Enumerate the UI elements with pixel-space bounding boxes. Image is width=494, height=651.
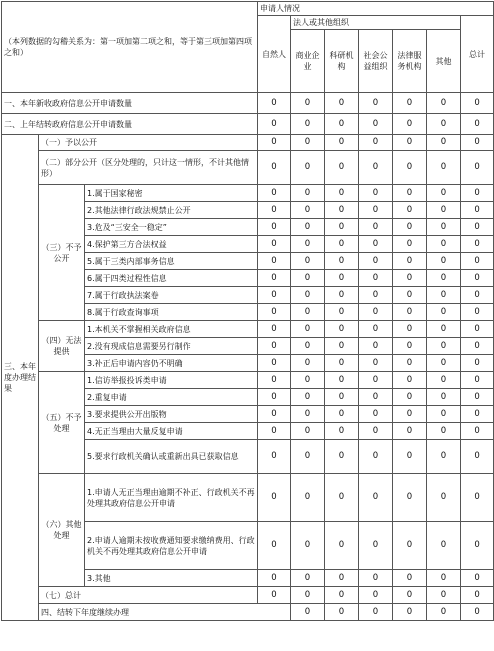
social-header: 社会公益组织 bbox=[359, 30, 393, 93]
value-cell: 0 bbox=[325, 570, 359, 587]
value-cell: 0 bbox=[291, 355, 325, 372]
value-cell: 0 bbox=[291, 389, 325, 406]
value-cell: 0 bbox=[427, 202, 461, 219]
value-cell: 0 bbox=[359, 440, 393, 474]
value-cell: 0 bbox=[325, 406, 359, 423]
value-cell: 0 bbox=[258, 440, 291, 474]
value-cell: 0 bbox=[291, 270, 325, 287]
row-label: 2.重复申请 bbox=[85, 389, 258, 406]
row-label: 5.属于三类内部事务信息 bbox=[85, 253, 258, 270]
value-cell: 0 bbox=[291, 114, 325, 135]
value-cell: 0 bbox=[291, 587, 325, 604]
row-label: 8.属于行政查询事项 bbox=[85, 304, 258, 321]
value-cell: 0 bbox=[325, 522, 359, 570]
value-cell: 0 bbox=[325, 287, 359, 304]
value-cell: 0 bbox=[258, 406, 291, 423]
value-cell: 0 bbox=[325, 270, 359, 287]
value-cell: 0 bbox=[359, 338, 393, 355]
value-cell: 0 bbox=[393, 135, 427, 151]
value-cell: 0 bbox=[291, 93, 325, 114]
value-cell: 0 bbox=[461, 202, 494, 219]
value-cell: 0 bbox=[393, 372, 427, 389]
value-cell: 0 bbox=[291, 287, 325, 304]
value-cell: 0 bbox=[427, 304, 461, 321]
table-row bbox=[2, 372, 494, 389]
row-label: （二）部分公开（区分处理的，只计这一情形，不计其他情形） bbox=[39, 151, 258, 185]
value-cell: 0 bbox=[461, 287, 494, 304]
value-cell: 0 bbox=[427, 236, 461, 253]
value-cell: 0 bbox=[427, 151, 461, 185]
value-cell: 0 bbox=[359, 236, 393, 253]
value-cell: 0 bbox=[291, 423, 325, 440]
value-cell: 0 bbox=[461, 114, 494, 135]
section-three-label: 三、本年度办理结果 bbox=[2, 135, 39, 621]
value-cell: 0 bbox=[461, 304, 494, 321]
value-cell: 0 bbox=[461, 219, 494, 236]
value-cell: 0 bbox=[427, 93, 461, 114]
value-cell: 0 bbox=[393, 219, 427, 236]
value-cell: 0 bbox=[325, 236, 359, 253]
value-cell: 0 bbox=[325, 93, 359, 114]
value-cell: 0 bbox=[291, 338, 325, 355]
value-cell: 0 bbox=[359, 372, 393, 389]
value-cell: 0 bbox=[461, 93, 494, 114]
value-cell: 0 bbox=[258, 219, 291, 236]
value-cell: 0 bbox=[427, 389, 461, 406]
row-label: （七）总计 bbox=[39, 587, 258, 604]
table-row bbox=[2, 93, 494, 114]
value-cell: 0 bbox=[291, 202, 325, 219]
value-cell: 0 bbox=[461, 570, 494, 587]
row-label: 6.属于四类过程性信息 bbox=[85, 270, 258, 287]
value-cell: 0 bbox=[461, 440, 494, 474]
value-cell: 0 bbox=[393, 570, 427, 587]
value-cell: 0 bbox=[258, 287, 291, 304]
value-cell: 0 bbox=[427, 114, 461, 135]
research-header: 科研机构 bbox=[325, 30, 359, 93]
other-header: 其他 bbox=[427, 30, 461, 93]
value-cell: 0 bbox=[325, 321, 359, 338]
value-cell: 0 bbox=[393, 253, 427, 270]
value-cell: 0 bbox=[427, 604, 461, 621]
group-label: （三）不予公开 bbox=[39, 185, 85, 321]
row-label: 1.申请人无正当理由逾期不补正、行政机关不再处理其政府信息公开申请 bbox=[85, 474, 258, 522]
value-cell: 0 bbox=[359, 114, 393, 135]
group-label: （四）无法提供 bbox=[39, 321, 85, 372]
value-cell: 0 bbox=[325, 604, 359, 621]
group-label: （六）其他处理 bbox=[39, 474, 85, 587]
value-cell: 0 bbox=[393, 587, 427, 604]
value-cell: 0 bbox=[258, 423, 291, 440]
row-label: 1.属于国家秘密 bbox=[85, 185, 258, 202]
legal-group-header: 法人或其他组织 bbox=[291, 16, 461, 30]
value-cell: 0 bbox=[393, 355, 427, 372]
value-cell: 0 bbox=[461, 185, 494, 202]
value-cell: 0 bbox=[427, 474, 461, 522]
value-cell: 0 bbox=[461, 522, 494, 570]
row-label: 1.本机关不掌握相关政府信息 bbox=[85, 321, 258, 338]
table-note: （本列数据的勾稽关系为：第一项加第二项之和，等于第三项加第四项之和） bbox=[2, 2, 258, 93]
table-row bbox=[2, 604, 494, 621]
value-cell: 0 bbox=[325, 304, 359, 321]
value-cell: 0 bbox=[393, 185, 427, 202]
value-cell: 0 bbox=[291, 372, 325, 389]
value-cell: 0 bbox=[258, 236, 291, 253]
table-row bbox=[2, 135, 494, 151]
natural-person-header: 自然人 bbox=[258, 16, 291, 93]
value-cell: 0 bbox=[258, 338, 291, 355]
value-cell: 0 bbox=[291, 321, 325, 338]
value-cell: 0 bbox=[291, 570, 325, 587]
value-cell: 0 bbox=[393, 406, 427, 423]
value-cell: 0 bbox=[258, 253, 291, 270]
value-cell: 0 bbox=[427, 440, 461, 474]
value-cell: 0 bbox=[359, 287, 393, 304]
row-label: （一）予以公开 bbox=[39, 135, 258, 151]
value-cell: 0 bbox=[258, 321, 291, 338]
value-cell: 0 bbox=[393, 114, 427, 135]
row-label: 5.要求行政机关确认或重新出具已获取信息 bbox=[85, 440, 258, 474]
value-cell: 0 bbox=[461, 423, 494, 440]
value-cell: 0 bbox=[427, 587, 461, 604]
value-cell: 0 bbox=[461, 151, 494, 185]
value-cell: 0 bbox=[291, 522, 325, 570]
value-cell: 0 bbox=[427, 355, 461, 372]
value-cell: 0 bbox=[359, 304, 393, 321]
value-cell: 0 bbox=[325, 474, 359, 522]
value-cell: 0 bbox=[359, 355, 393, 372]
value-cell: 0 bbox=[258, 372, 291, 389]
value-cell: 0 bbox=[291, 406, 325, 423]
group-label: （五）不予处理 bbox=[39, 372, 85, 474]
value-cell: 0 bbox=[359, 321, 393, 338]
value-cell: 0 bbox=[258, 355, 291, 372]
value-cell: 0 bbox=[325, 185, 359, 202]
value-cell: 0 bbox=[393, 202, 427, 219]
value-cell: 0 bbox=[393, 423, 427, 440]
row-label: 2.没有现成信息需要另行制作 bbox=[85, 338, 258, 355]
value-cell: 0 bbox=[359, 93, 393, 114]
value-cell: 0 bbox=[461, 389, 494, 406]
value-cell: 0 bbox=[258, 474, 291, 522]
row-label: 3.补正后申请内容仍不明确 bbox=[85, 355, 258, 372]
value-cell: 0 bbox=[461, 474, 494, 522]
value-cell: 0 bbox=[291, 474, 325, 522]
value-cell: 0 bbox=[291, 304, 325, 321]
value-cell: 0 bbox=[258, 185, 291, 202]
value-cell: 0 bbox=[461, 604, 494, 621]
value-cell: 0 bbox=[427, 135, 461, 151]
applicant-header: 申请人情况 bbox=[258, 2, 494, 16]
value-cell: 0 bbox=[427, 338, 461, 355]
value-cell: 0 bbox=[325, 202, 359, 219]
value-cell: 0 bbox=[258, 135, 291, 151]
value-cell: 0 bbox=[393, 604, 427, 621]
table-row bbox=[2, 151, 494, 185]
value-cell: 0 bbox=[393, 389, 427, 406]
table-row bbox=[2, 185, 494, 202]
value-cell: 0 bbox=[393, 236, 427, 253]
value-cell: 0 bbox=[291, 604, 325, 621]
value-cell: 0 bbox=[325, 219, 359, 236]
table-row bbox=[2, 321, 494, 338]
value-cell: 0 bbox=[359, 474, 393, 522]
value-cell: 0 bbox=[325, 253, 359, 270]
value-cell: 0 bbox=[393, 93, 427, 114]
table-row bbox=[2, 114, 494, 135]
value-cell: 0 bbox=[359, 270, 393, 287]
table-row bbox=[2, 474, 494, 522]
row-label: 二、上年结转政府信息公开申请数量 bbox=[2, 114, 258, 135]
value-cell: 0 bbox=[427, 185, 461, 202]
row-label: 7.属于行政执法案卷 bbox=[85, 287, 258, 304]
value-cell: 0 bbox=[258, 304, 291, 321]
value-cell: 0 bbox=[258, 270, 291, 287]
value-cell: 0 bbox=[258, 114, 291, 135]
value-cell: 0 bbox=[291, 440, 325, 474]
value-cell: 0 bbox=[359, 587, 393, 604]
value-cell: 0 bbox=[393, 474, 427, 522]
value-cell: 0 bbox=[427, 372, 461, 389]
value-cell: 0 bbox=[393, 321, 427, 338]
value-cell: 0 bbox=[427, 287, 461, 304]
row-label: 4.无正当理由大量反复申请 bbox=[85, 423, 258, 440]
row-label: 3.其他 bbox=[85, 570, 258, 587]
value-cell: 0 bbox=[393, 270, 427, 287]
value-cell: 0 bbox=[291, 185, 325, 202]
value-cell: 0 bbox=[359, 219, 393, 236]
row-label: 3.危及“三安全一稳定” bbox=[85, 219, 258, 236]
value-cell: 0 bbox=[359, 522, 393, 570]
value-cell: 0 bbox=[461, 338, 494, 355]
value-cell: 0 bbox=[359, 406, 393, 423]
value-cell: 0 bbox=[427, 522, 461, 570]
value-cell: 0 bbox=[359, 135, 393, 151]
value-cell: 0 bbox=[393, 304, 427, 321]
value-cell: 0 bbox=[393, 151, 427, 185]
value-cell: 0 bbox=[461, 587, 494, 604]
value-cell: 0 bbox=[359, 570, 393, 587]
value-cell: 0 bbox=[325, 355, 359, 372]
value-cell: 0 bbox=[291, 219, 325, 236]
value-cell: 0 bbox=[258, 151, 291, 185]
value-cell: 0 bbox=[461, 355, 494, 372]
row-label: 1.信访举报投诉类申请 bbox=[85, 372, 258, 389]
value-cell: 0 bbox=[393, 287, 427, 304]
legal-service-header: 法律服务机构 bbox=[393, 30, 427, 93]
row-label: 3.要求提供公开出版物 bbox=[85, 406, 258, 423]
value-cell: 0 bbox=[461, 236, 494, 253]
value-cell: 0 bbox=[393, 522, 427, 570]
value-cell: 0 bbox=[461, 270, 494, 287]
value-cell: 0 bbox=[258, 587, 291, 604]
value-cell: 0 bbox=[291, 135, 325, 151]
value-cell: 0 bbox=[291, 151, 325, 185]
value-cell: 0 bbox=[427, 321, 461, 338]
value-cell: 0 bbox=[359, 604, 393, 621]
row-label: 4.保护第三方合法权益 bbox=[85, 236, 258, 253]
value-cell: 0 bbox=[258, 93, 291, 114]
value-cell: 0 bbox=[325, 389, 359, 406]
value-cell: 0 bbox=[427, 406, 461, 423]
value-cell: 0 bbox=[359, 389, 393, 406]
value-cell: 0 bbox=[325, 338, 359, 355]
statistics-table bbox=[1, 1, 494, 621]
value-cell: 0 bbox=[258, 522, 291, 570]
value-cell: 0 bbox=[325, 151, 359, 185]
value-cell: 0 bbox=[393, 440, 427, 474]
value-cell: 0 bbox=[427, 423, 461, 440]
value-cell: 0 bbox=[427, 253, 461, 270]
value-cell: 0 bbox=[427, 219, 461, 236]
value-cell: 0 bbox=[427, 570, 461, 587]
value-cell: 0 bbox=[258, 570, 291, 587]
value-cell: 0 bbox=[291, 236, 325, 253]
value-cell: 0 bbox=[359, 253, 393, 270]
value-cell: 0 bbox=[325, 587, 359, 604]
value-cell: 0 bbox=[461, 135, 494, 151]
value-cell: 0 bbox=[325, 423, 359, 440]
value-cell: 0 bbox=[258, 389, 291, 406]
value-cell: 0 bbox=[325, 372, 359, 389]
value-cell: 0 bbox=[461, 372, 494, 389]
value-cell: 0 bbox=[359, 423, 393, 440]
value-cell: 0 bbox=[325, 440, 359, 474]
row-label: 2.其他法律行政法规禁止公开 bbox=[85, 202, 258, 219]
row-label: 2.申请人逾期未按收费通知要求缴纳费用、行政机关不再处理其政府信息公开申请 bbox=[85, 522, 258, 570]
commercial-header: 商业企业 bbox=[291, 30, 325, 93]
value-cell: 0 bbox=[461, 321, 494, 338]
value-cell: 0 bbox=[258, 202, 291, 219]
value-cell: 0 bbox=[461, 253, 494, 270]
value-cell: 0 bbox=[393, 338, 427, 355]
value-cell: 0 bbox=[359, 185, 393, 202]
value-cell: 0 bbox=[359, 202, 393, 219]
value-cell: 0 bbox=[427, 270, 461, 287]
value-cell: 0 bbox=[325, 135, 359, 151]
total-header: 总计 bbox=[461, 16, 494, 93]
row-label: 一、本年新收政府信息公开申请数量 bbox=[2, 93, 258, 114]
row-label: 四、结转下年度继续办理 bbox=[39, 604, 291, 621]
value-cell: 0 bbox=[291, 253, 325, 270]
value-cell: 0 bbox=[325, 114, 359, 135]
value-cell: 0 bbox=[359, 151, 393, 185]
table-row bbox=[2, 587, 494, 604]
value-cell: 0 bbox=[461, 406, 494, 423]
